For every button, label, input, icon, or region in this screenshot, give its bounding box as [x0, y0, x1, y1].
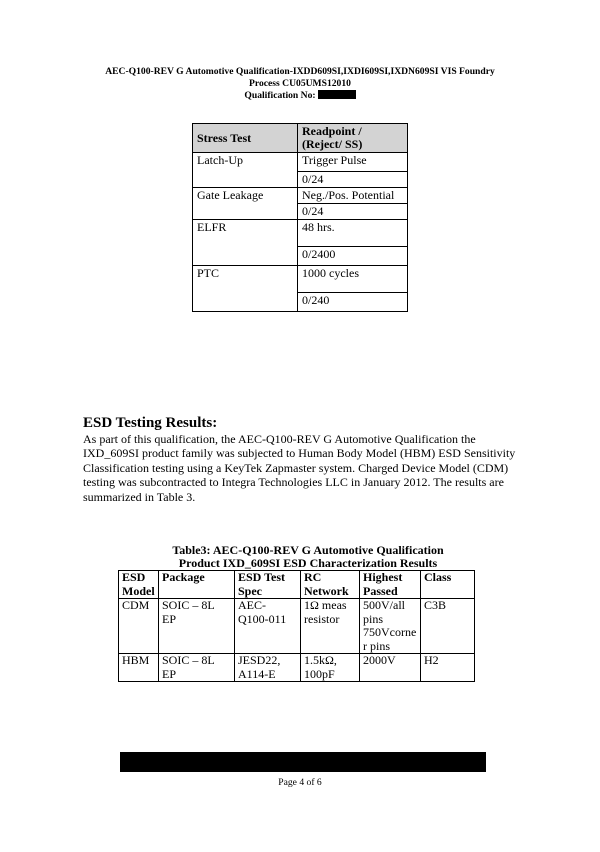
esd-section-heading: ESD Testing Results: — [83, 415, 218, 431]
rc-network-cell: 1Ω meas resistor — [301, 599, 360, 654]
result-cell: 0/24 — [298, 204, 408, 220]
readpoint-cell: 1000 cycles — [298, 266, 408, 293]
highest-passed-cell: 500V/all pins 750Vcorner pins — [360, 599, 421, 654]
stress-test-header: Stress Test — [193, 124, 298, 153]
readpoint-cell: Trigger Pulse — [298, 153, 408, 172]
esd-spec-cell: JESD22, A114-E — [235, 654, 301, 682]
package-cell: SOIC – 8L EP — [159, 654, 235, 682]
table-row — [119, 599, 475, 654]
esd-section-paragraph: As part of this qualification, the AEC-Q100-REV G Automotive Qualification the IXD_609SI product family was subjected to Human Body Model (HBM) ESD Sensitivity Classification testing using a KeyTek Zapmaster system. Charged Device Model (CDM) testing was subcontracted to Integra Technologies LLC in January 2012. The results are summarized in Table 3. — [83, 432, 516, 504]
table-row — [193, 188, 408, 204]
class-cell: H2 — [421, 654, 475, 682]
esd-table-caption-line1: Table3: AEC-Q100-REV G Automotive Qualification — [172, 543, 444, 557]
rc-network-header: RC Network — [301, 571, 360, 599]
table-row — [119, 654, 475, 682]
stress-test-cell: PTC — [193, 266, 298, 312]
highest-passed-header: Highest Passed — [360, 571, 421, 599]
table-row — [193, 153, 408, 172]
esd-spec-cell: AEC- Q100-011 — [235, 599, 301, 654]
document-header — [60, 66, 540, 102]
esd-model-header: ESD Model — [119, 571, 159, 599]
stress-table-header-row — [193, 124, 408, 153]
redacted-footer-bar — [120, 752, 486, 772]
redacted-qualification-number — [318, 90, 356, 99]
readpoint-cell: 48 hrs. — [298, 220, 408, 247]
esd-spec-header: ESD Test Spec — [235, 571, 301, 599]
qualification-label: Qualification No: — [244, 90, 316, 101]
result-cell: 0/2400 — [298, 247, 408, 266]
stress-test-cell: Gate Leakage — [193, 188, 298, 220]
esd-table-header-row — [119, 571, 475, 599]
stress-test-cell: Latch-Up — [193, 153, 298, 188]
highest-passed-cell: 2000V — [360, 654, 421, 682]
esd-results-table — [118, 570, 475, 682]
esd-table-caption-line2: Product IXD_609SI ESD Characterization Results — [178, 556, 438, 570]
esd-table-caption — [118, 544, 498, 570]
rc-network-cell: 1.5kΩ, 100pF — [301, 654, 360, 682]
result-cell: 0/24 — [298, 172, 408, 188]
table-row — [193, 220, 408, 247]
qualification-number-line — [60, 90, 540, 102]
esd-model-cell: HBM — [119, 654, 159, 682]
table-row — [193, 266, 408, 293]
readpoint-cell: Neg./Pos. Potential — [298, 188, 408, 204]
result-cell: 0/240 — [298, 293, 408, 312]
header-title-line1: AEC-Q100-REV G Automotive Qualification-IXDD609SI,IXDI609SI,IXDN609SI VIS Foundry — [105, 66, 495, 77]
package-cell: SOIC – 8L EP — [159, 599, 235, 654]
page-number: Page 4 of 6 — [278, 777, 322, 788]
readpoint-header: Readpoint / (Reject/ SS) — [298, 124, 408, 153]
class-header: Class — [421, 571, 475, 599]
stress-test-cell: ELFR — [193, 220, 298, 266]
esd-model-cell: CDM — [119, 599, 159, 654]
class-cell: C3B — [421, 599, 475, 654]
header-title-line2: Process CU05UMS12010 — [249, 78, 351, 89]
stress-test-table — [192, 123, 408, 312]
package-header: Package — [159, 571, 235, 599]
